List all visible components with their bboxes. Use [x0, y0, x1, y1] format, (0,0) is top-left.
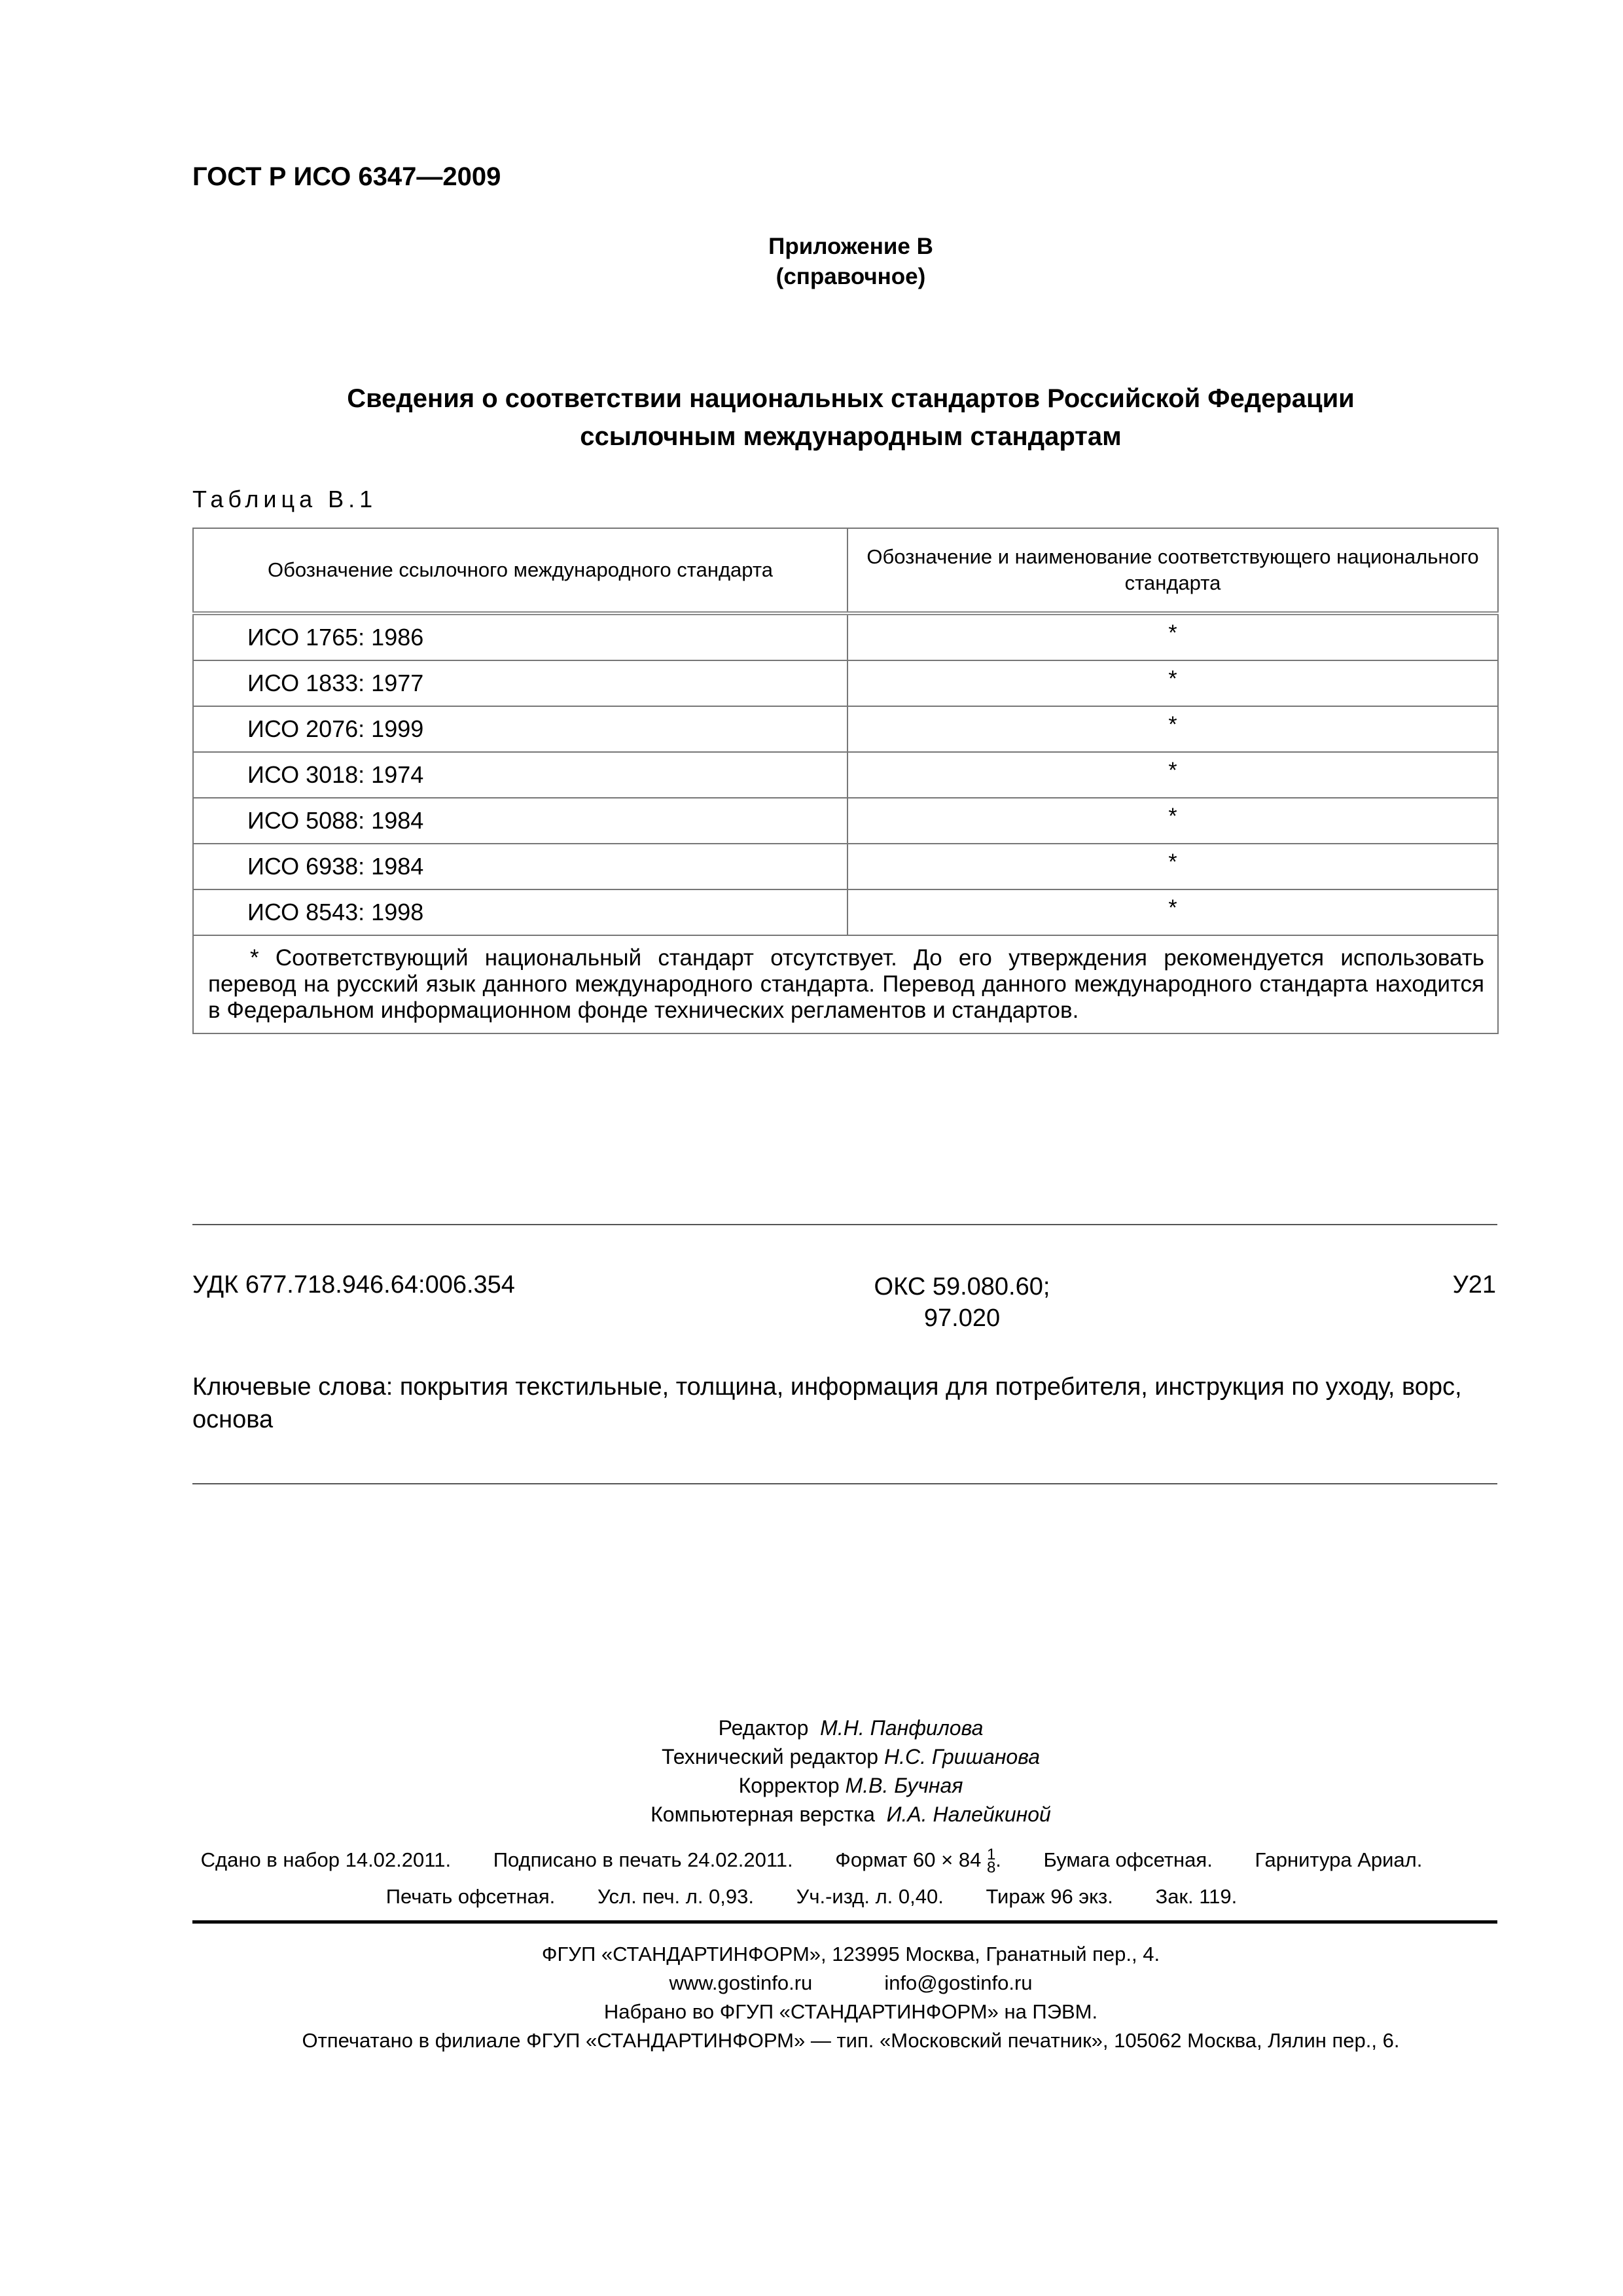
national-standard-cell: *: [847, 798, 1498, 844]
credit-corrector: [39, 1771, 1623, 1800]
credit-layout: [39, 1800, 1623, 1829]
publisher-contacts: [39, 1969, 1623, 1998]
credits-block: [0, 1713, 1623, 1829]
print-method: Печать офсетная.: [385, 1885, 556, 1908]
credit-editor-label: Редактор: [718, 1716, 809, 1740]
national-standard-cell: *: [847, 889, 1498, 935]
table-row: [193, 660, 1498, 706]
appendix-type: (справочное): [776, 264, 926, 289]
section-title-line-1: Сведения о соответствии национальных стандартов Российской Федерации: [347, 384, 1355, 413]
national-standard-cell: *: [847, 844, 1498, 889]
print-submitted: Сдано в набор 14.02.2011.: [200, 1848, 452, 1872]
publisher-typeset: Набрано во ФГУП «СТАНДАРТИНФОРМ» на ПЭВМ.: [603, 2000, 1098, 2023]
udk-code: УДК 677.718.946.64:006.354: [192, 1271, 515, 1299]
table-row: [193, 889, 1498, 935]
print-sheets: Усл. печ. л. 0,93.: [597, 1885, 755, 1908]
print-typeface: Гарнитура Ариал.: [1255, 1848, 1423, 1872]
section-title: [0, 380, 1623, 456]
international-standard-cell: ИСО 1765: 1986: [193, 613, 847, 660]
table-row: [193, 613, 1498, 660]
national-standard-cell: *: [847, 613, 1498, 660]
appendix-heading: [0, 232, 1623, 292]
national-standard-cell: *: [847, 706, 1498, 752]
column-header-international: Обозначение ссылочного международного стандарта: [193, 528, 847, 613]
table-row: [193, 844, 1498, 889]
keywords: Ключевые слова: покрытия текстильные, толщина, информация для потребителя, инструкция по уходу, ворс, основа: [192, 1373, 1462, 1433]
print-signed: Подписано в печать 24.02.2011.: [493, 1848, 793, 1872]
national-standard-cell: *: [847, 752, 1498, 798]
international-standard-cell: ИСО 5088: 1984: [193, 798, 847, 844]
publisher-website-link[interactable]: www.gostinfo.ru: [669, 1971, 813, 1994]
appendix-title: Приложение В: [768, 234, 933, 259]
publisher-email-link[interactable]: info@gostinfo.ru: [884, 1971, 1033, 1994]
print-format-prefix: Формат 60 × 84: [835, 1848, 982, 1872]
publisher-address: ФГУП «СТАНДАРТИНФОРМ», 123995 Москва, Гранатный пер., 4.: [541, 1943, 1160, 1965]
credit-tech-editor-label: Технический редактор: [661, 1745, 879, 1768]
column-header-national: Обозначение и наименование соответствующего национального стандарта: [847, 528, 1498, 613]
print-run: Тираж 96 экз.: [986, 1885, 1113, 1908]
print-paper: Бумага офсетная.: [1043, 1848, 1213, 1872]
divider-keywords: [192, 1483, 1497, 1484]
classification-code: У21: [1452, 1271, 1496, 1299]
publisher-block: [0, 1940, 1623, 2055]
table-row: [193, 706, 1498, 752]
print-format-fraction: [987, 1848, 995, 1874]
international-standard-cell: ИСО 1833: 1977: [193, 660, 847, 706]
international-standard-cell: ИСО 8543: 1998: [193, 889, 847, 935]
divider-top: [192, 1224, 1497, 1225]
credit-tech-editor: [39, 1742, 1623, 1771]
fraction-numerator: 1: [986, 1846, 996, 1863]
credit-corrector-name: М.В. Бучная: [845, 1774, 963, 1797]
table-footnote-row: [193, 935, 1498, 1033]
print-pub-sheets: Уч.-изд. л. 0,40.: [796, 1885, 944, 1908]
print-info-line-2: [0, 1885, 1623, 1909]
credit-layout-label: Компьютерная верстка: [651, 1803, 875, 1826]
publisher-printed: Отпечатано в филиале ФГУП «СТАНДАРТИНФОРМ» — тип. «Московский печатник», 105062 Москва, Лялин пер., 6.: [302, 2029, 1400, 2052]
national-standard-cell: *: [847, 660, 1498, 706]
table-caption: Таблица В.1: [192, 486, 378, 512]
credit-editor: [39, 1713, 1623, 1742]
print-format: Формат 60 × 84 1 8 .: [835, 1846, 1001, 1876]
oks-code-line-1: ОКС 59.080.60;: [874, 1273, 1050, 1300]
document-code: ГОСТ Р ИСО 6347—2009: [192, 162, 501, 191]
table-row: [193, 798, 1498, 844]
credit-layout-name: И.А. Налейкиной: [886, 1803, 1051, 1826]
credit-tech-editor-name: Н.С. Гришанова: [883, 1745, 1041, 1768]
fraction-denominator: 8: [986, 1859, 996, 1876]
international-standard-cell: ИСО 2076: 1999: [193, 706, 847, 752]
oks-code: [851, 1271, 1073, 1334]
print-info-line-1: [0, 1848, 1623, 1874]
international-standard-cell: ИСО 6938: 1984: [193, 844, 847, 889]
credit-editor-name: М.Н. Панфилова: [820, 1716, 984, 1740]
divider-publisher: [192, 1920, 1497, 1924]
table-header-row: [193, 528, 1498, 613]
print-order: Зак. 119.: [1155, 1885, 1238, 1908]
table-row: [193, 752, 1498, 798]
oks-code-line-2: 97.020: [923, 1304, 1001, 1332]
table-footnote: * Соответствующий национальный стандарт отсутствует. До его утверждения рекомендуется использовать перевод на русский язык данного международного стандарта. Перевод данного международного стандарта находится в Федеральном информационном фонде технических регламентов и стандартов.: [193, 935, 1498, 1033]
international-standard-cell: ИСО 3018: 1974: [193, 752, 847, 798]
section-title-line-2: ссылочным международным стандартам: [580, 422, 1122, 451]
credit-corrector-label: Корректор: [738, 1774, 840, 1797]
reference-standards-table: [192, 528, 1499, 1034]
